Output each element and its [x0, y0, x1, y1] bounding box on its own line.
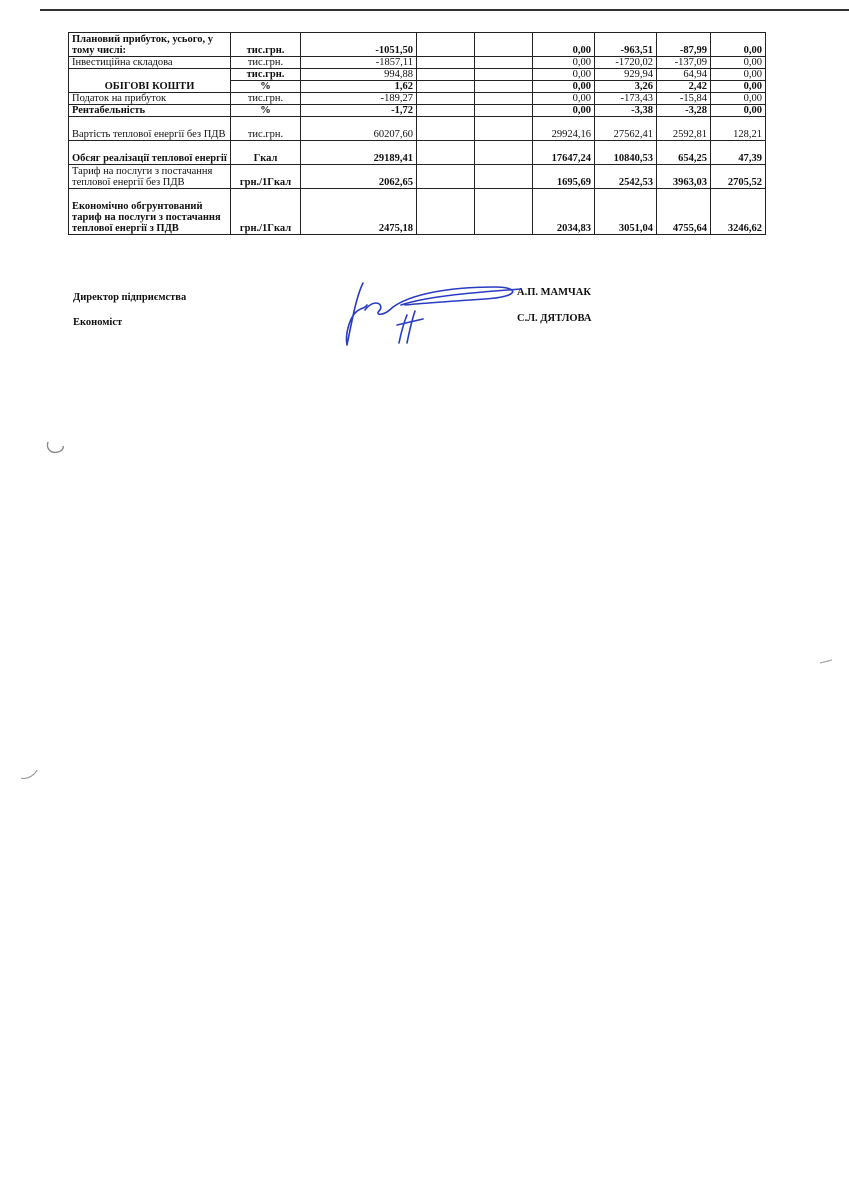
row-name: Вартість теплової енергії без ПДВ: [69, 117, 231, 141]
row-unit: тис.грн.: [231, 93, 301, 105]
table-row-profitability: [69, 105, 766, 117]
row-value-col3: [475, 117, 533, 141]
row-value-total: 1,62: [301, 81, 417, 93]
scan-mark-decoration: [44, 438, 66, 458]
row-value-col6: -15,84: [657, 93, 711, 105]
row-value-col7: 0,00: [711, 57, 766, 69]
row-value-col7: 0,00: [711, 33, 766, 57]
handwritten-signature: [335, 275, 525, 350]
row-unit: тис.грн.: [231, 33, 301, 57]
row-name: Податок на прибуток: [69, 93, 231, 105]
row-value-col4: 0,00: [533, 33, 595, 57]
table-row-profit-tax: [69, 93, 766, 105]
row-name: Інвестиційна складова: [69, 57, 231, 69]
row-value-col2: [417, 81, 475, 93]
row-value-col2: [417, 69, 475, 81]
row-unit: грн./1Гкал: [231, 165, 301, 189]
row-value-col2: [417, 189, 475, 235]
row-value-total: 29189,41: [301, 141, 417, 165]
row-value-col6: 2592,81: [657, 117, 711, 141]
scan-mark-decoration: [818, 657, 834, 667]
table-row-investment: [69, 57, 766, 69]
row-unit: тис.грн.: [231, 57, 301, 69]
signature-stroke-1: [346, 283, 367, 345]
row-value-col3: [475, 33, 533, 57]
row-value-col5: 929,94: [595, 69, 657, 81]
tariff-table: [68, 32, 766, 235]
scan-mark-decoration: [18, 766, 40, 784]
row-value-col3: [475, 105, 533, 117]
row-unit: грн./1Гкал: [231, 189, 301, 235]
signature-stroke-4: [397, 311, 423, 343]
row-value-col6: 2,42: [657, 81, 711, 93]
row-value-col5: 10840,53: [595, 141, 657, 165]
row-value-col5: 2542,53: [595, 165, 657, 189]
row-value-col7: 128,21: [711, 117, 766, 141]
row-value-total: -189,27: [301, 93, 417, 105]
row-value-total: -1051,50: [301, 33, 417, 57]
row-value-col3: [475, 69, 533, 81]
row-value-total: 60207,60: [301, 117, 417, 141]
row-value-col5: 27562,41: [595, 117, 657, 141]
row-value-col6: -87,99: [657, 33, 711, 57]
row-value-col2: [417, 165, 475, 189]
row-value-col7: 0,00: [711, 81, 766, 93]
row-value-total: 2062,65: [301, 165, 417, 189]
row-value-col5: -173,43: [595, 93, 657, 105]
row-value-col3: [475, 81, 533, 93]
row-value-col5: 3051,04: [595, 189, 657, 235]
row-unit: тис.грн.: [231, 69, 301, 81]
row-name: Плановий прибуток, усього, у тому числі:: [69, 33, 231, 57]
director-name: А.П. МАМЧАК: [517, 287, 591, 298]
row-value-col7: 0,00: [711, 105, 766, 117]
row-value-col6: -3,28: [657, 105, 711, 117]
row-name: Обсяг реалізації теплової енергії: [69, 141, 231, 165]
row-value-col7: 3246,62: [711, 189, 766, 235]
row-value-col3: [475, 93, 533, 105]
row-value-col5: -963,51: [595, 33, 657, 57]
row-value-col7: 47,39: [711, 141, 766, 165]
economist-label: Економіст: [73, 317, 123, 328]
row-unit: %: [231, 105, 301, 117]
row-value-col4: 2034,83: [533, 189, 595, 235]
row-value-col4: 0,00: [533, 57, 595, 69]
row-name: Тариф на послуги з постачання теплової енергії без ПДВ: [69, 165, 231, 189]
row-unit: тис.грн.: [231, 117, 301, 141]
row-value-col5: -3,38: [595, 105, 657, 117]
table-row-working-capital-amount: [69, 69, 766, 81]
row-value-col7: 2705,52: [711, 165, 766, 189]
row-value-col4: 17647,24: [533, 141, 595, 165]
row-name: Економічно обгрунтований тариф на послуги з постачання теплової енергії з ПДВ: [69, 189, 231, 235]
row-value-col7: 0,00: [711, 93, 766, 105]
row-value-col6: 3963,03: [657, 165, 711, 189]
director-label: Директор підприємства: [73, 292, 187, 303]
row-name-working-capital: ОБІГОВІ КОШТИ: [69, 69, 231, 93]
table-row-tariff-without-vat: [69, 165, 766, 189]
table-row-sales-volume: [69, 141, 766, 165]
row-value-col3: [475, 57, 533, 69]
row-value-col4: 29924,16: [533, 117, 595, 141]
row-value-col4: 0,00: [533, 93, 595, 105]
row-value-col6: -137,09: [657, 57, 711, 69]
table-row-tariff-with-vat: [69, 189, 766, 235]
row-value-col4: 0,00: [533, 81, 595, 93]
row-value-col2: [417, 57, 475, 69]
row-unit: %: [231, 81, 301, 93]
row-value-col7: 0,00: [711, 69, 766, 81]
row-value-col2: [417, 141, 475, 165]
row-value-col3: [475, 189, 533, 235]
page-top-border: [40, 9, 849, 11]
row-value-total: -1,72: [301, 105, 417, 117]
row-value-col6: 654,25: [657, 141, 711, 165]
row-value-col3: [475, 141, 533, 165]
row-value-col4: 1695,69: [533, 165, 595, 189]
table-row-planned-profit: [69, 33, 766, 57]
row-value-col2: [417, 117, 475, 141]
table-row-energy-cost: [69, 117, 766, 141]
row-value-col5: 3,26: [595, 81, 657, 93]
row-value-col2: [417, 33, 475, 57]
row-value-total: -1857,11: [301, 57, 417, 69]
row-unit: Гкал: [231, 141, 301, 165]
row-value-total: 994,88: [301, 69, 417, 81]
economist-name: С.Л. ДЯТЛОВА: [517, 313, 592, 324]
row-value-col2: [417, 93, 475, 105]
row-value-col6: 4755,64: [657, 189, 711, 235]
row-value-total: 2475,18: [301, 189, 417, 235]
row-value-col4: 0,00: [533, 69, 595, 81]
row-value-col5: -1720,02: [595, 57, 657, 69]
row-value-col2: [417, 105, 475, 117]
row-value-col3: [475, 165, 533, 189]
row-value-col4: 0,00: [533, 105, 595, 117]
row-name: Рентабельність: [69, 105, 231, 117]
row-value-col6: 64,94: [657, 69, 711, 81]
